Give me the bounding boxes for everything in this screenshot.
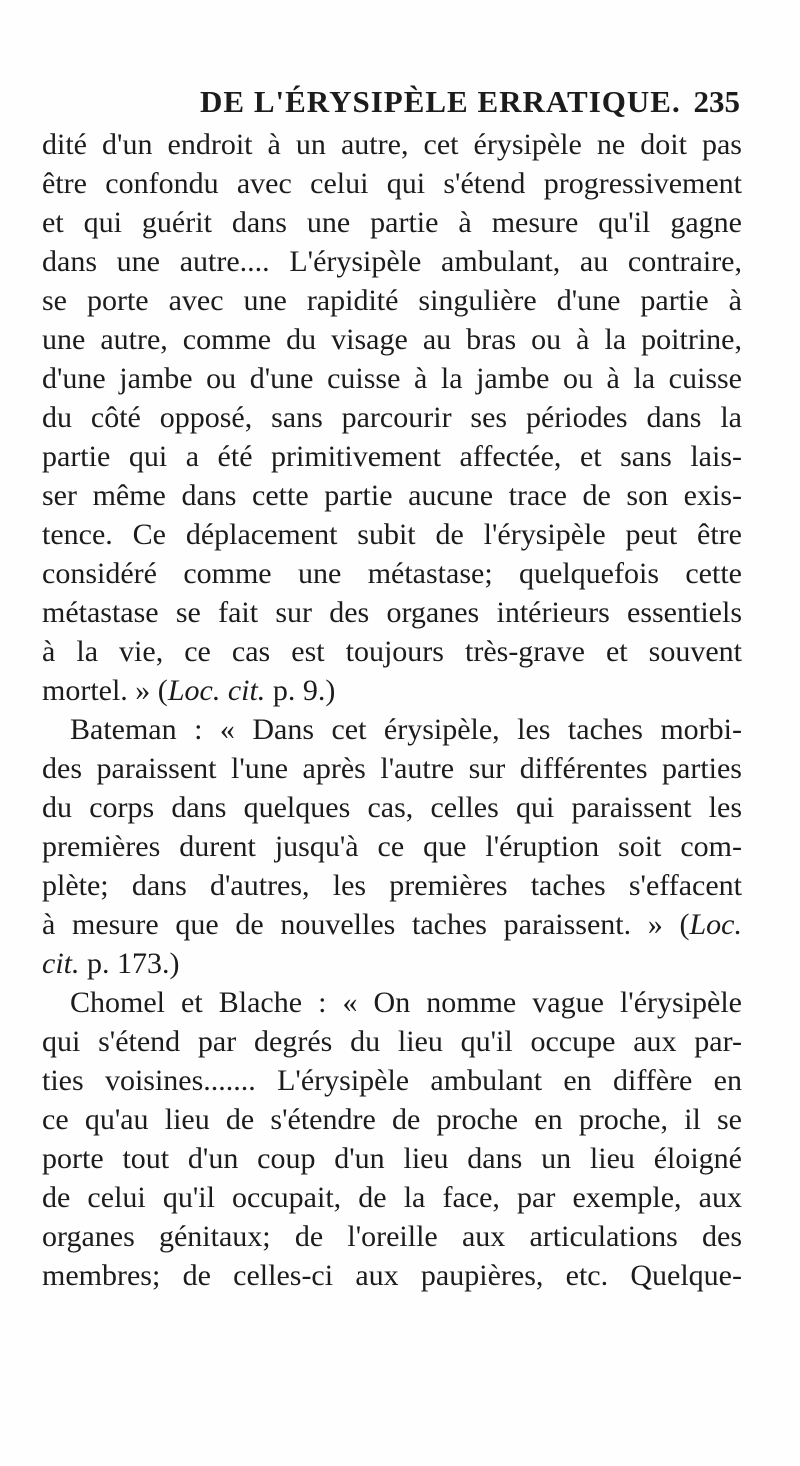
- text-line: dans une autre.... L'érysipèle ambulant, au contraire,: [42, 245, 742, 278]
- text-line: à la vie, ce cas est toujours très-grave et souvent: [42, 635, 742, 668]
- text-line: être confondu avec celui qui s'étend progressivement: [42, 167, 742, 200]
- running-title: DE L'ÉRYSIPÈLE ERRATIQUE.: [200, 84, 681, 119]
- text-line: ties voisines....... L'érysipèle ambulant en diffère en: [42, 1064, 742, 1097]
- text-line: partie qui a été primitivement affectée, et sans lais-: [42, 440, 742, 473]
- text-line: d'une jambe ou d'une cuisse à la jambe ou à la cuisse: [42, 362, 742, 395]
- text-line: et qui guérit dans une partie à mesure qu'il gagne: [42, 206, 742, 239]
- text-line: des paraissent l'une après l'autre sur différentes parties: [42, 752, 742, 785]
- text-line: à mesure que de nouvelles taches paraissent. » (Loc.: [42, 908, 742, 941]
- text-line: mortel. » (Loc. cit. p. 9.): [42, 674, 336, 707]
- text-line: du côté opposé, sans parcourir ses périodes dans la: [42, 401, 742, 434]
- text-line: premières durent jusqu'à ce que l'éruption soit com-: [42, 830, 742, 863]
- text-line: membres; de celles-ci aux paupières, etc. Quelque-: [42, 1259, 742, 1292]
- text-line: une autre, comme du visage au bras ou à la poitrine,: [42, 323, 742, 356]
- text-line: se porte avec une rapidité singulière d'une partie à: [42, 284, 742, 317]
- text-line: organes génitaux; de l'oreille aux articulations des: [42, 1220, 742, 1253]
- text-line: considéré comme une métastase; quelquefois cette: [42, 557, 742, 590]
- page-number: 235: [693, 84, 740, 119]
- body-text: [42, 125, 742, 1295]
- text-line: cit. p. 173.): [42, 947, 180, 980]
- text-line: ser même dans cette partie aucune trace de son exis-: [42, 479, 742, 512]
- text-line: porte tout d'un coup d'un lieu dans un lieu éloigné: [42, 1142, 742, 1175]
- text-line: tence. Ce déplacement subit de l'érysipèle peut être: [42, 518, 742, 551]
- text-line: ce qu'au lieu de s'étendre de proche en proche, il se: [42, 1103, 742, 1136]
- text-line: Bateman : « Dans cet érysipèle, les taches morbi-: [70, 713, 742, 746]
- text-line: métastase se fait sur des organes intérieurs essentiels: [42, 596, 742, 629]
- text-line: du corps dans quelques cas, celles qui paraissent les: [42, 791, 742, 824]
- text-line: dité d'un endroit à un autre, cet érysipèle ne doit pas: [42, 128, 742, 161]
- text-line: de celui qu'il occupait, de la face, par exemple, aux: [42, 1181, 742, 1214]
- text-line: plète; dans d'autres, les premières taches s'effacent: [42, 869, 742, 902]
- text-line: qui s'étend par degrés du lieu qu'il occupe aux par-: [42, 1025, 742, 1058]
- text-line: Chomel et Blache : « On nomme vague l'érysipèle: [70, 986, 742, 1019]
